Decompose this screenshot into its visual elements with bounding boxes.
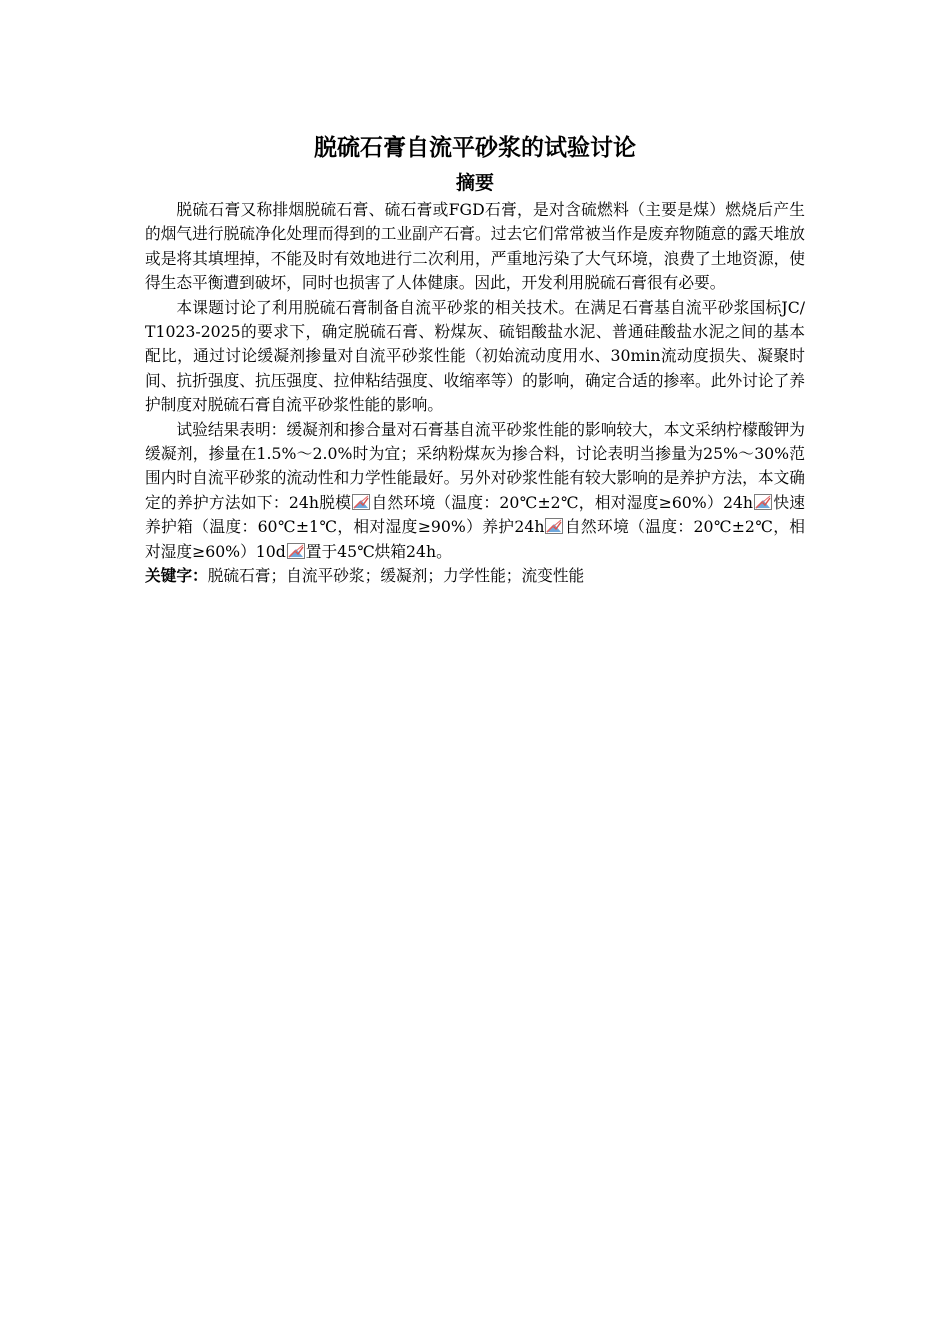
paragraph-3-segment-1: 试验结果表明：缓凝剂和掺合量对石膏基自流平砂浆性能的影响较大，本文采纳柠檬酸钾为缓凝剂，掺量在1.5%～2.0%时为宜；采纳粉煤灰为掺合料，讨论表明当掺量为25%～30%范围内时自流平砂浆的流动性和力学性能最好。另外对砂浆性能有较大影响的是养护方法，本文确定的养护方法如下：24h脱模	[145, 419, 805, 512]
document-title: 脱硫石膏自流平砂浆的试验讨论	[314, 135, 636, 161]
paragraph-3-segment-3: 快速养护箱（温度：60℃±1℃，相对湿度≥90%）养护24h	[145, 492, 805, 537]
keywords-line	[145, 564, 805, 588]
paragraph-3-segment-5: 置于45℃烘箱24h。	[305, 541, 452, 561]
keywords-text: 脱硫石膏；自流平砂浆；缓凝剂；力学性能；流变性能	[207, 566, 585, 586]
paragraph-3-segment-4: 自然环境（温度：20℃±2℃，相对湿度≥60%）10d	[145, 517, 805, 561]
paragraph-3-segment-2: 自然环境（温度：20℃±2℃，相对湿度≥60%）24h	[371, 492, 754, 512]
broken-image-icon	[352, 494, 370, 510]
abstract-paragraph-3	[145, 418, 805, 564]
abstract-paragraph-2: 本课题讨论了利用脱硫石膏制备自流平砂浆的相关技术。在满足石膏基自流平砂浆国标JC/T1023-2025的要求下，确定脱硫石膏、粉煤灰、硫铝酸盐水泥、普通硅酸盐水泥之间的基本配比，通过讨论缓凝剂掺量对自流平砂浆性能（初始流动度用水、30min流动度损失、凝聚时间、抗折强度、抗压强度、拉伸粘结强度、收缩率等）的影响，确定合适的掺率。此外讨论了养护制度对脱硫石膏自流平砂浆性能的影响。	[145, 297, 805, 415]
broken-image-icon	[754, 494, 772, 510]
broken-image-icon	[287, 543, 305, 559]
abstract-paragraph-1: 脱硫石膏又称排烟脱硫石膏、硫石膏或FGD石膏，是对含硫燃料（主要是煤）燃烧后产生的烟气进行脱硫净化处理而得到的工业副产石膏。过去它们常常被当作是废弃物随意的露天堆放或是将其填埋掉，不能及时有效地进行二次利用，严重地污染了大气环境，浪费了土地资源，使得生态平衡遭到破坏，同时也损害了人体健康。因此，开发利用脱硫石膏很有必要。	[145, 200, 805, 293]
document-page	[145, 128, 805, 589]
broken-image-icon	[545, 518, 563, 534]
abstract-heading: 摘要	[455, 172, 494, 194]
keywords-label: 关键字：	[145, 566, 208, 586]
